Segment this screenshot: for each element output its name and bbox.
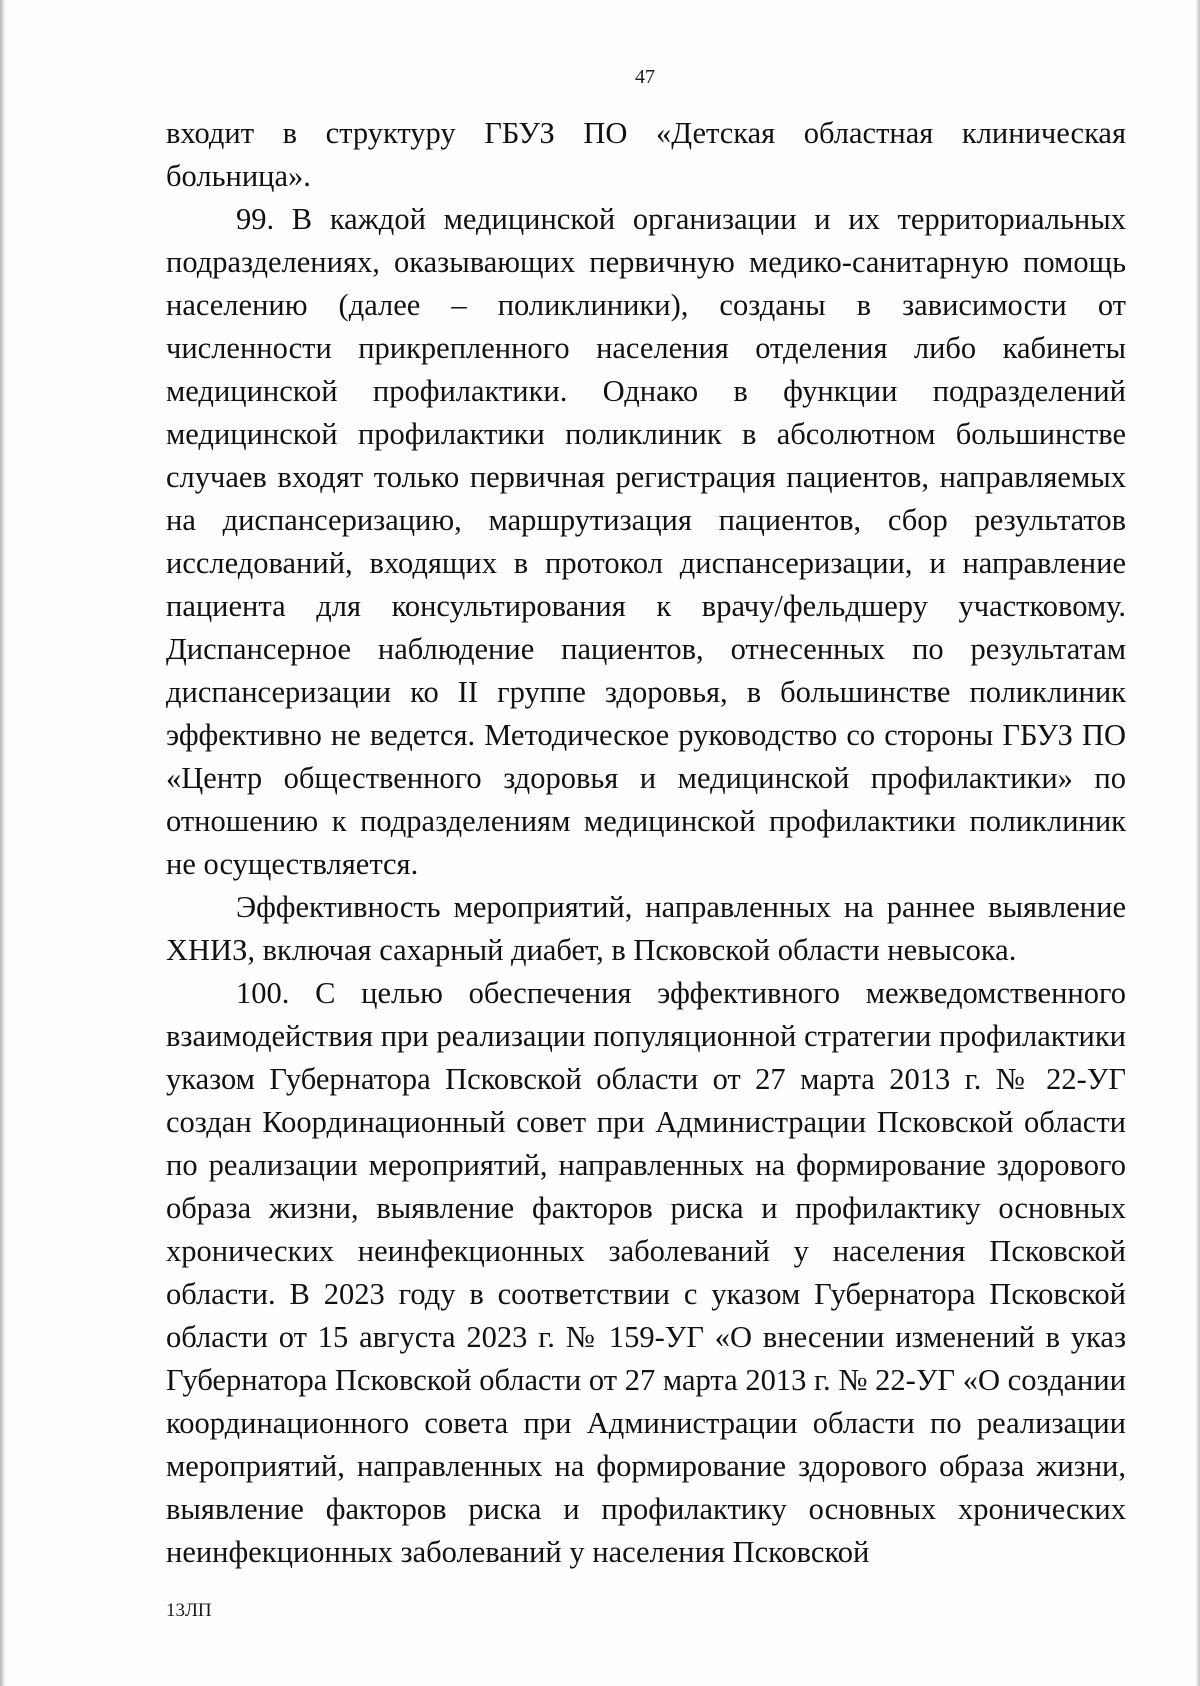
document-body [166, 112, 1126, 1574]
scan-edge-right [1195, 0, 1200, 1686]
footer-code: 13ЛП [166, 1600, 212, 1621]
paragraph-99: 99. В каждой медицинской организации и их территориальных подразделениях, оказывающих первичную медико-санитарную помощь населению (далее – поликлиники), созданы в зависимости от численности прикрепленного населения отделения либо кабинеты медицинской профилактики. Однако в функции подразделений медицинской профилактики поликлиник в абсолютном большинстве случаев входят только первичная регистрация пациентов, направляемых на диспансеризацию, маршрутизация пациентов, сбор результатов исследований, входящих в протокол диспансеризации, и направление пациента для консультирования к врачу/фельдшеру участковому. Диспансерное наблюдение пациентов, отнесенных по результатам диспансеризации ко II группе здоровья, в большинстве поликлиник эффективно не ведется. Методическое руководство со стороны ГБУЗ ПО «Центр общественного здоровья и медицинской профилактики» по отношению к подразделениям медицинской профилактики поликлиник не осуществляется. [166, 202, 1126, 881]
scan-edge-left [0, 0, 6, 1686]
page-number: 47 [635, 66, 655, 88]
paragraph-effectiveness: Эффективность мероприятий, направленных на раннее выявление ХНИЗ, включая сахарный диабет, в Псковской области невысока. [166, 890, 1126, 967]
paragraph-continuation: входит в структуру ГБУЗ ПО «Детская областная клиническая больница». [166, 116, 1126, 193]
paragraph-100: 100. С целью обеспечения эффективного межведомственного взаимодействия при реализации популяционной стратегии профилактики указом Губернатора Псковской области от 27 марта 2013 г. № 22-УГ создан Координационный совет при Администрации Псковской области по реализации мероприятий, направленных на формирование здорового образа жизни, выявление факторов риска и профилактику основных хронических неинфекционных заболеваний у населения Псковской области. В 2023 году в соответствии с указом Губернатора Псковской области от 15 августа 2023 г. № 159-УГ «О внесении изменений в указ Губернатора Псковской области от 27 марта 2013 г. № 22-УГ «О создании координационного совета при Администрации области по реализации мероприятий, направленных на формирование здорового образа жизни, выявление факторов риска и профилактику основных хронических неинфекционных заболеваний у населения Псковской [166, 976, 1126, 1569]
